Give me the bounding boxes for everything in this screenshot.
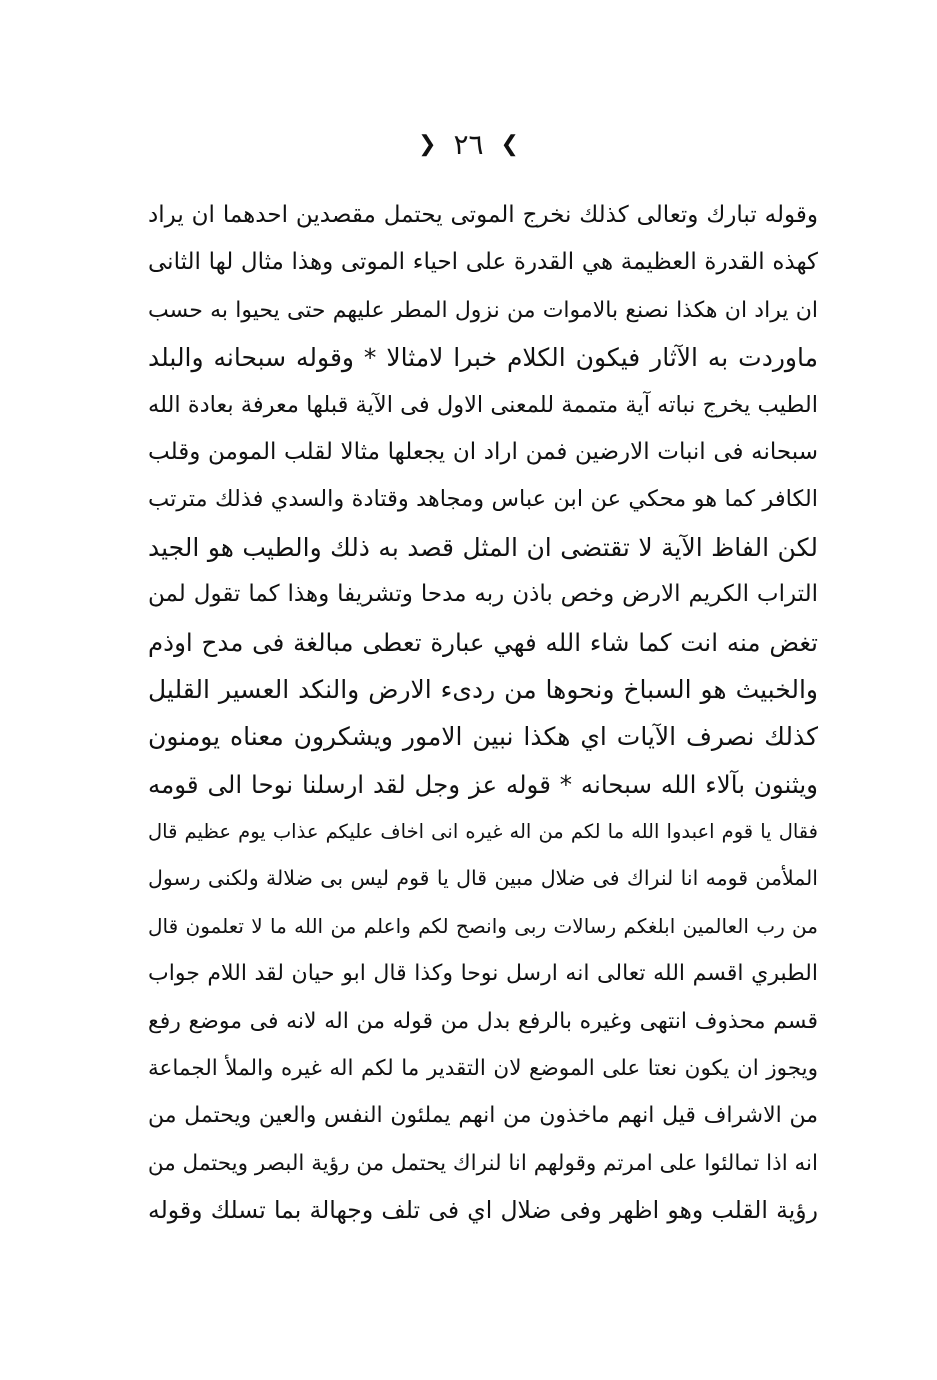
text-line: ويجوز ان يكون نعتا على الموضع لان التقدير ما لكم اله غيره والملأ الجماعة [148, 1056, 818, 1082]
text-line: الطيب يخرج نباته آية متممة للمعنى الاول فى الآية قبلها معرفة بعادة الله [148, 391, 818, 418]
text-line: فقال يا قوم اعبدوا الله ما لكم من اله غيره انى اخاف عليكم عذاب يوم عظيم قال [148, 820, 818, 844]
text-line: ويثنون بآلاء الله سبحانه * قوله عز وجل لقد ارسلنا نوحا الى قومه [148, 769, 818, 799]
page-number-header [0, 128, 937, 161]
text-line: الملأمن قومه انا لنراك فى ضلال مبين قال يا قوم ليس بى ضلالة ولكنى رسول [148, 866, 818, 891]
ornament-right-icon: ❯ [500, 132, 519, 157]
text-line: قسم محذوف انتهى وغيره بالرفع بدل من قوله من اله لانه فى موضع رفع [148, 1008, 818, 1034]
text-line: تغض منه انت كما شاء الله فهي عبارة تعطى مبالغة فى مدح اوذم [148, 627, 818, 657]
text-line: والخبيث هو السباخ ونحوها من ردىء الارض والنكد العسير القليل [148, 674, 818, 704]
text-line: من الاشراف قيل انهم ماخذون من انهم يملئون النفس والعين ويحتمل من [148, 1103, 818, 1129]
text-line: ماوردت به الآثار فيكون الكلام خبرا لامثالا * وقوله سبحانه والبلد [148, 343, 818, 373]
text-line: ان يراد ان هكذا نصنع بالاموات من نزول المطر عليهم حتى يحيوا به حسب [148, 297, 818, 323]
text-line: رؤية القلب وهو اظهر وفى ضلال اي فى تلف وجهالة بما تسلك وقوله [148, 1196, 818, 1225]
text-line: الطبري اقسم الله تعالى انه ارسل نوحا وكذا قال ابو حيان لقد اللام جواب [148, 961, 818, 987]
text-line: كهذه القدرة العظيمة هي القدرة على احياء الموتى وهذا مثال لها الثانى [148, 249, 818, 276]
text-line: التراب الكريم الارض وخص باذن ربه مدحا وتشريفا وهذا كما تقول لمن [148, 581, 818, 608]
text-line: الكافر كما هو محكي عن ابن عباس ومجاهد وقتادة والسدي فذلك مترتب [148, 486, 818, 513]
ornament-left-icon: ❮ [418, 132, 437, 157]
text-line: كذلك نصرف الآيات اي هكذا نبين الامور ويشكرون معناه يومنون [148, 722, 818, 752]
text-line: لكن الفاظ الآية لا تقتضى ان المثل قصد به ذلك والطيب هو الجيد [148, 532, 818, 562]
body-text [148, 192, 818, 1235]
text-line: من رب العالمين ابلغكم رسالات ربى وانصح لكم واعلم من الله ما لا تعلمون قال [148, 913, 818, 938]
text-line: وقوله تبارك وتعالى كذلك نخرج الموتى يحتمل مقصدين احدهما ان يراد [148, 202, 818, 228]
text-line: انه اذا تمالئوا على امرتم وقولهم انا لنراك يحتمل من رؤية البصر ويحتمل من [148, 1150, 818, 1176]
text-line: سبحانه فى انبات الارضين فمن اراد ان يجعلها مثالا لقلب المومن وقلب [148, 438, 818, 465]
page-number: ٢٦ [453, 128, 484, 161]
